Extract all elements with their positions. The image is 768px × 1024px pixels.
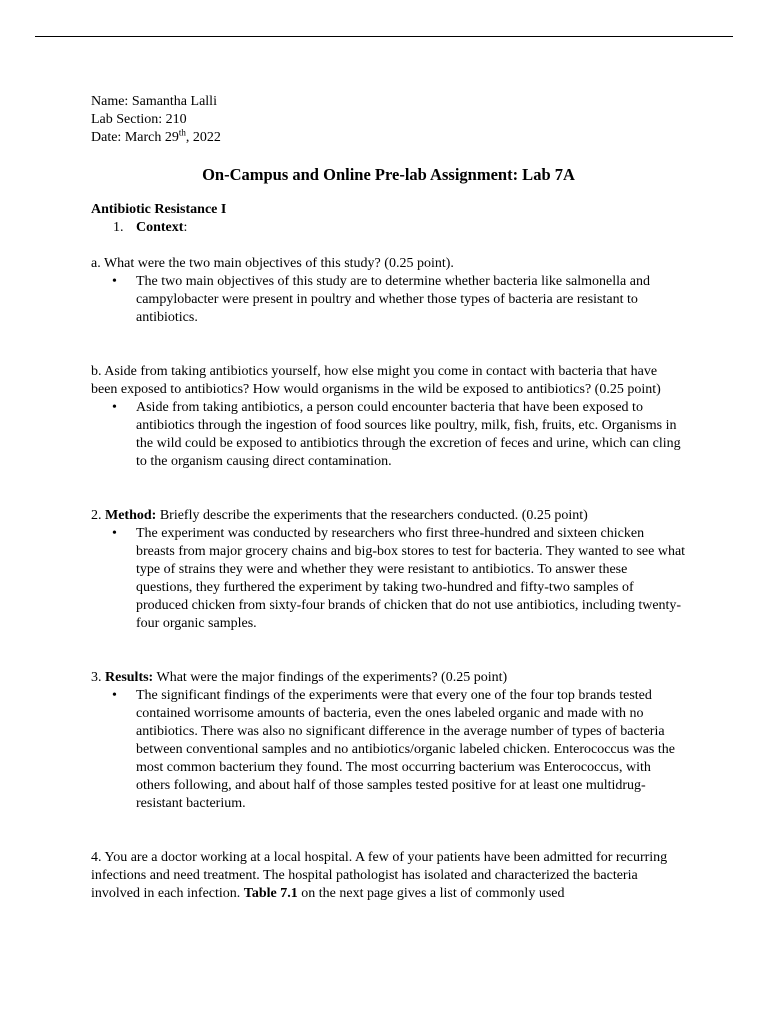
answer-b-list	[91, 399, 686, 471]
answer-a-list	[91, 273, 686, 327]
question-4	[91, 849, 686, 903]
table-reference: Table 7.1	[243, 886, 298, 901]
question-results	[91, 669, 686, 687]
answer-results-list	[91, 687, 686, 813]
question-a: a. What were the two main objectives of this study? (0.25 point).	[91, 256, 454, 271]
answer-method: • The experiment was conducted by researchers who first three-hundred and sixteen chicken breasts from major grocery chains and big-box stores to test for bacteria. They wanted to see what type of strains they were and whether they were resistant to antibiotics. To answer these questions, they furthered the experiment by taking two-hundred and fifty-two samples of produced chicken from sixty-four brands of chicken that do not use antibiotics, including twenty-four organic samples.	[91, 525, 686, 633]
section-heading: Antibiotic Resistance I	[91, 202, 227, 217]
date-line	[91, 129, 686, 147]
header-rule	[35, 36, 733, 37]
question-method	[91, 507, 686, 525]
question-4-text-continued: on the next page gives a list of commonly used	[297, 886, 565, 901]
item-context	[91, 219, 686, 237]
question-text: Briefly describe the experiments that the researchers conducted. (0.25 point)	[159, 508, 588, 523]
question-label: Results:	[105, 670, 154, 685]
question-label: Method:	[105, 508, 157, 523]
answer-a: • The two main objectives of this study are to determine whether bacteria like salmonella and campylobacter were present in poultry and whether those types of bacteria are resistant to antibiotics.	[91, 273, 686, 327]
date-prefix: Date: March 29	[91, 130, 179, 145]
answer-results: • The significant findings of the experiments were that every one of the four top brands tested contained worrisome amounts of bacteria, even the ones labeled organic and made with no antibiotics. There was also no significant difference in the average number of types of bacteria between conventional samples and no antibiotics/organic labeled chicken. Enterococcus was the most common bacterium they found. The most occurring bacterium was Enterococcus, with others following, and about half of those samples tested positive for at least one multidrug-resistant bacterium.	[91, 687, 686, 813]
question-4-text: 4. You are a doctor working at a local hospital. A few of your patients have been admitted for recurring infections and need treatment. The hospital pathologist has isolated and characterized the bacteria involved in each infection.	[91, 850, 668, 901]
lab-section: Lab Section: 210	[91, 112, 187, 127]
item-number: 1.	[113, 220, 124, 235]
answer-method-list	[91, 525, 686, 633]
answer-b: • Aside from taking antibiotics, a person could encounter bacteria that have been exposed to antibiotics through the ingestion of food sources like poultry, milk, fish, fruits, etc. Organisms in the wild could be exposed to antibiotics through the excretion of feces and urine, which can cling to the organism causing direct contamination.	[91, 399, 686, 471]
assignment-title: On-Campus and Online Pre-lab Assignment: Lab 7A	[202, 165, 575, 184]
date-ordinal: th	[178, 127, 186, 138]
student-name: Name: Samantha Lalli	[91, 94, 217, 109]
document-body	[91, 93, 686, 903]
item-label: Context	[136, 220, 184, 235]
question-text: What were the major findings of the experiments? (0.25 point)	[156, 670, 508, 685]
question-b: b. Aside from taking antibiotics yourself, how else might you come in contact with bacteria that have been exposed to antibiotics? How would organisms in the wild be exposed to antibiotics? (0.25 point)	[91, 364, 661, 397]
date-suffix: , 2022	[185, 130, 221, 145]
item-suffix: :	[183, 220, 188, 235]
question-number: 3.	[91, 670, 102, 685]
question-number: 2.	[91, 508, 102, 523]
